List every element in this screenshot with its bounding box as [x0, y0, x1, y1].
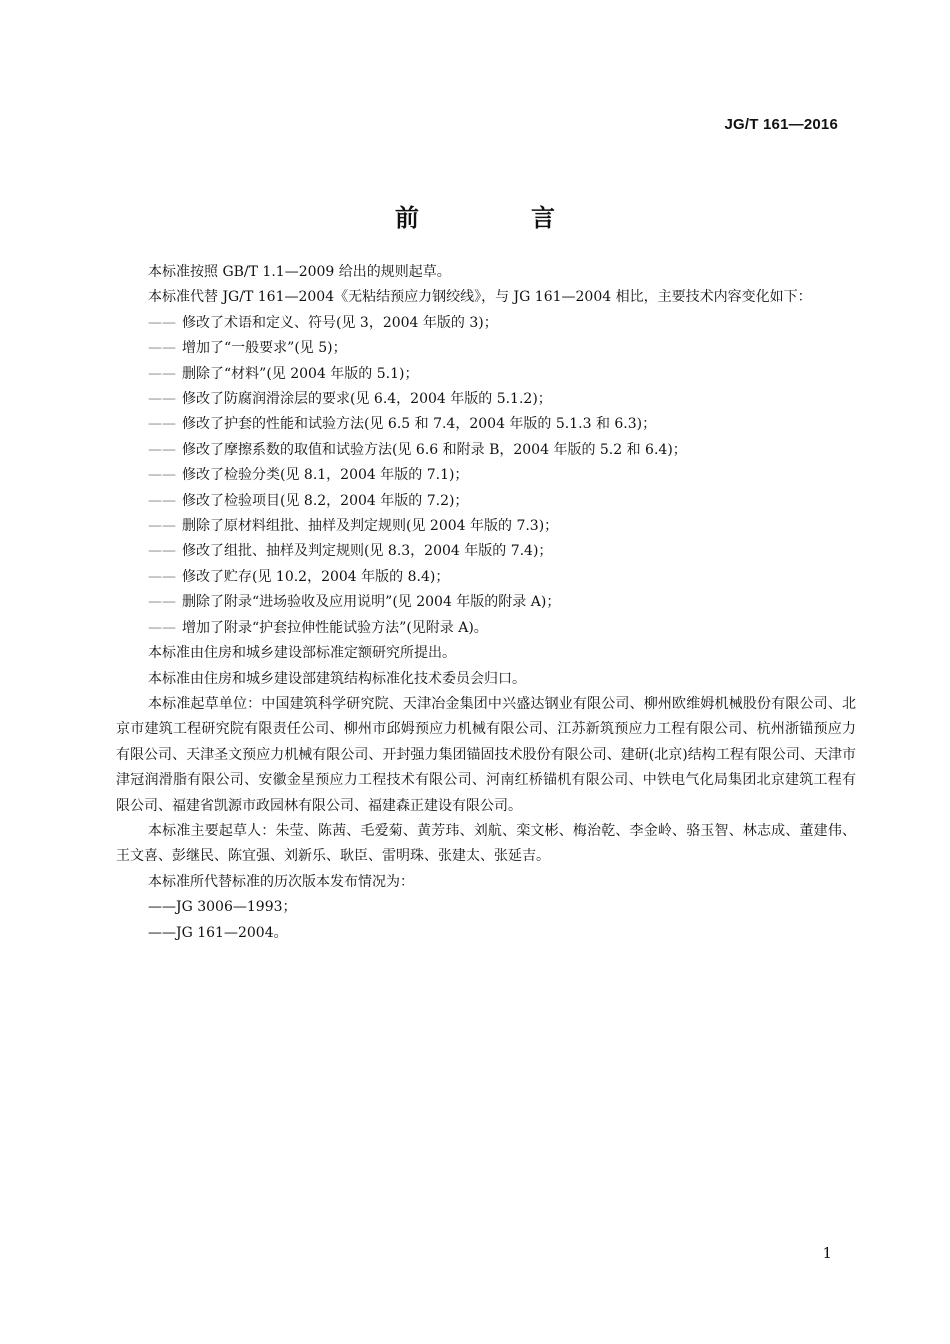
paragraph: 本标准由住房和城乡建设部标准定额研究所提出。 [148, 645, 456, 662]
list-dash: —— [148, 899, 176, 916]
list-item-text: 增加了附录“护套拉伸性能试验方法”(见附录 A)。 [182, 619, 488, 636]
list-dash: —— [148, 391, 176, 408]
changes-list [116, 311, 856, 641]
list-item [116, 438, 856, 463]
list-item-text: JG 3006—1993； [176, 899, 297, 916]
list-dash: —— [148, 924, 176, 941]
list-dash: —— [148, 543, 176, 560]
list-item [116, 412, 856, 437]
list-item-text: 修改了检验项目(见 8.2，2004 年版的 7.2)； [182, 492, 469, 509]
list-item [116, 514, 856, 539]
list-item-text: 修改了防腐润滑涂层的要求(见 6.4，2004 年版的 5.1.2)； [182, 391, 552, 408]
list-dash: —— [148, 416, 176, 433]
drafters-paragraph: 本标准主要起草人：朱莹、陈茜、毛爱菊、黄芳玮、刘航、栾文彬、梅治乾、李金岭、骆玉智、林志成、董建伟、王文喜、彭继民、陈宜强、刘新乐、耿臣、雷明珠、张建太、张延吉。 [116, 822, 856, 865]
paragraph: 本标准由住房和城乡建设部建筑结构标准化技术委员会归口。 [148, 670, 526, 687]
list-item [116, 362, 856, 387]
history-list [116, 895, 856, 946]
drafting-units-paragraph: 本标准起草单位：中国建筑科学研究院、天津冶金集团中兴盛达钢业有限公司、柳州欧维姆机械股份有限公司、北京市建筑工程研究院有限责任公司、柳州市邱姆预应力机械有限公司、江苏新筑预应力工程有限公司、杭州浙锚预应力有限公司、天津圣文预应力机械有限公司、开封强力集团锚固技术股份有限公司、建研(北京)结构工程有限公司、天津市津冠润滑脂有限公司、安徽金星预应力工程技术有限公司、河南红桥锚机有限公司、中铁电气化局集团北京建筑工程有限公司、福建省凯源市政园林有限公司、福建森正建设有限公司。 [116, 695, 856, 814]
page-title: 前 言 [395, 204, 599, 232]
list-item-text: 修改了贮存(见 10.2，2004 年版的 8.4)； [182, 568, 450, 585]
list-item-text: 增加了“一般要求”(见 5)； [182, 340, 347, 357]
list-dash: —— [148, 619, 176, 636]
paragraph: 本标准代替 JG/T 161—2004《无粘结预应力钢绞线》，与 JG 161—2004 相比，主要技术内容变化如下： [148, 289, 812, 306]
list-item [116, 311, 856, 336]
list-item-text: 修改了检验分类(见 8.1，2004 年版的 7.1)； [182, 467, 469, 484]
list-dash: —— [148, 340, 176, 357]
list-item-text: 修改了摩擦系数的取值和试验方法(见 6.6 和附录 B，2004 年版的 5.2 和 6.4)； [182, 441, 687, 458]
list-item [116, 387, 856, 412]
list-dash: —— [148, 594, 176, 611]
list-dash: —— [148, 467, 176, 484]
list-dash: —— [148, 518, 176, 535]
paragraph: 本标准按照 GB/T 1.1—2009 给出的规则起草。 [148, 264, 451, 280]
list-item-text: 修改了组批、抽样及判定规则(见 8.3，2004 年版的 7.4)； [182, 543, 553, 560]
list-item-text: 删除了“材料”(见 2004 年版的 5.1)； [182, 365, 419, 382]
list-item [116, 463, 856, 488]
list-dash: —— [148, 314, 176, 331]
list-dash: —— [148, 365, 176, 382]
list-item [116, 895, 856, 920]
list-item [116, 616, 856, 641]
document-body [116, 260, 856, 946]
paragraph: 本标准所代替标准的历次版本发布情况为： [148, 873, 414, 890]
list-dash: —— [148, 568, 176, 585]
list-item-text: 修改了术语和定义、符号(见 3，2004 年版的 3)； [182, 314, 498, 331]
list-item [116, 565, 856, 590]
list-item [116, 539, 856, 564]
list-item [116, 590, 856, 615]
list-item-text: JG 161—2004。 [176, 924, 288, 941]
page-number: 1 [822, 1244, 832, 1262]
list-item [116, 489, 856, 514]
standard-code: JG/T 161—2016 [724, 116, 838, 133]
list-dash: —— [148, 441, 176, 458]
list-item [116, 336, 856, 361]
list-item-text: 删除了附录“进场验收及应用说明”(见 2004 年版的附录 A)； [182, 594, 561, 611]
list-dash: —— [148, 492, 176, 509]
list-item-text: 删除了原材料组批、抽样及判定规则(见 2004 年版的 7.3)； [182, 518, 559, 535]
list-item [116, 921, 856, 946]
list-item-text: 修改了护套的性能和试验方法(见 6.5 和 7.4，2004 年版的 5.1.3 和 6.3)； [182, 416, 657, 433]
